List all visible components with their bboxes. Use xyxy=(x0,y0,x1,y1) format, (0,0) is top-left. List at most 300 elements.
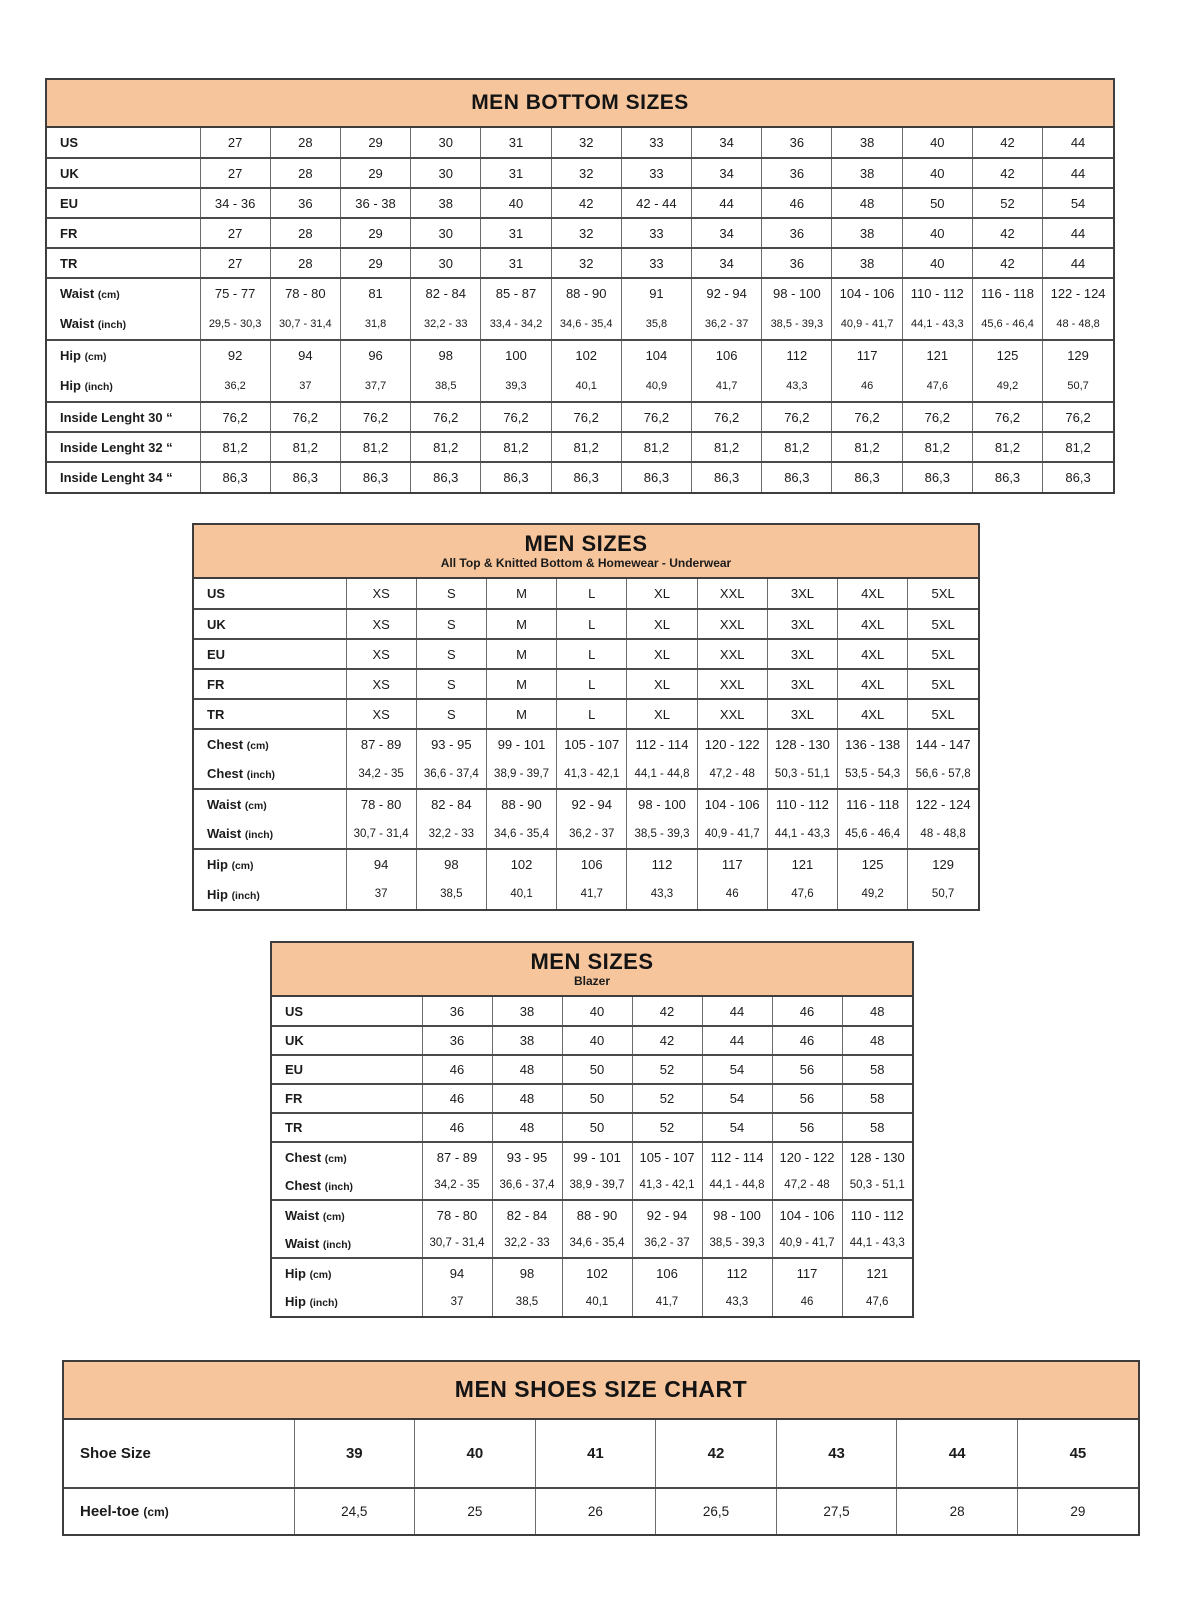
table-cell: 117 xyxy=(832,340,902,370)
table-cell: XL xyxy=(627,609,697,639)
table-title: MEN SHOES SIZE CHART xyxy=(454,1376,748,1403)
table-cell: 32,2 - 33 xyxy=(492,1229,562,1258)
table-cell: 46 xyxy=(772,1287,842,1316)
table-cell: M xyxy=(486,639,556,669)
table-cell: 4XL xyxy=(838,669,908,699)
table-cell: 38 xyxy=(411,188,481,218)
table-cell: 105 - 107 xyxy=(557,729,627,759)
table-cell: 30,7 - 31,4 xyxy=(270,308,340,340)
table-cell: 100 xyxy=(481,340,551,370)
table-row xyxy=(194,879,978,909)
table-row xyxy=(272,997,912,1026)
table-cell: 44 xyxy=(1043,128,1113,158)
table-cell: 86,3 xyxy=(972,462,1042,492)
table-cell: 86,3 xyxy=(411,462,481,492)
table-cell: 48 xyxy=(492,1055,562,1084)
table-cell: 38,5 - 39,3 xyxy=(702,1229,772,1258)
table-cell: 88 - 90 xyxy=(486,789,556,819)
table-cell: 34 xyxy=(692,218,762,248)
table-cell: 24,5 xyxy=(294,1488,415,1534)
table-cell: 45 xyxy=(1017,1420,1138,1488)
table-row xyxy=(272,1171,912,1200)
table-title: MEN SIZES xyxy=(530,948,654,974)
table-cell: 38 xyxy=(492,1026,562,1055)
table-cell: 29 xyxy=(340,158,410,188)
table-cell: 102 xyxy=(562,1258,632,1287)
table-cell: 33 xyxy=(621,218,691,248)
table-cell: 56,6 - 57,8 xyxy=(908,759,978,789)
table-cell: 110 - 112 xyxy=(767,789,837,819)
table-cell: 43,3 xyxy=(762,370,832,402)
table-cell: 4XL xyxy=(838,609,908,639)
row-label: TR xyxy=(60,255,78,271)
table-cell: 98 - 100 xyxy=(702,1200,772,1229)
table-cell: 38,5 xyxy=(416,879,486,909)
table-cell: 92 - 94 xyxy=(557,789,627,819)
table-cell: 34,6 - 35,4 xyxy=(551,308,621,340)
table-cell: 110 - 112 xyxy=(902,278,972,308)
table-cell: 58 xyxy=(842,1055,912,1084)
table-cell: 98 xyxy=(416,849,486,879)
table-cell: 36 xyxy=(762,158,832,188)
table-cell: 32,2 - 33 xyxy=(411,308,481,340)
table-row xyxy=(47,370,1113,402)
table-cell: 94 xyxy=(270,340,340,370)
table-cell: 36,2 - 37 xyxy=(557,819,627,849)
table-cell: 78 - 80 xyxy=(346,789,416,819)
table-cell: 106 xyxy=(692,340,762,370)
table-row xyxy=(64,1420,1138,1488)
table-row xyxy=(47,218,1113,248)
table-cell: 41,7 xyxy=(692,370,762,402)
table-cell: 116 - 118 xyxy=(972,278,1042,308)
table-cell: 120 - 122 xyxy=(697,729,767,759)
table-cell: 44 xyxy=(692,188,762,218)
table-cell: 53,5 - 54,3 xyxy=(838,759,908,789)
table-cell: 42 xyxy=(551,188,621,218)
table-row xyxy=(272,1142,912,1171)
table-cell: 43,3 xyxy=(702,1287,772,1316)
table-cell: 34 - 36 xyxy=(200,188,270,218)
table-cell: 81,2 xyxy=(832,432,902,462)
table-cell: 41,3 - 42,1 xyxy=(632,1171,702,1200)
table-cell: 122 - 124 xyxy=(1043,278,1113,308)
row-label: Inside Lenght 32 “ xyxy=(60,439,173,455)
table-cell: 125 xyxy=(838,849,908,879)
row-label: US xyxy=(207,586,226,601)
table-cell: 49,2 xyxy=(972,370,1042,402)
table-cell: 117 xyxy=(772,1258,842,1287)
table-cell: 36,2 - 37 xyxy=(692,308,762,340)
table-cell: 86,3 xyxy=(762,462,832,492)
table-cell: 44,1 - 43,3 xyxy=(842,1229,912,1258)
table-cell: 86,3 xyxy=(340,462,410,492)
table-cell: XS xyxy=(346,639,416,669)
row-label: Shoe Size xyxy=(80,1445,151,1462)
table-cell: 40,9 xyxy=(621,370,691,402)
table-cell: 76,2 xyxy=(621,402,691,432)
table-cell: 36 xyxy=(422,997,492,1026)
table-cell: 38,9 - 39,7 xyxy=(562,1171,632,1200)
table-cell: 76,2 xyxy=(270,402,340,432)
table-cell: 30 xyxy=(411,248,481,278)
table-cell: 36,6 - 37,4 xyxy=(492,1171,562,1200)
table-cell: S xyxy=(416,699,486,729)
table-row xyxy=(272,1055,912,1084)
table-cell: 40,9 - 41,7 xyxy=(772,1229,842,1258)
table-cell: 76,2 xyxy=(200,402,270,432)
table-row xyxy=(47,462,1113,492)
table-row xyxy=(194,579,978,609)
table-cell: 3XL xyxy=(767,699,837,729)
table-cell: 40 xyxy=(481,188,551,218)
table-cell: 27 xyxy=(200,248,270,278)
table-cell: 44 xyxy=(897,1420,1018,1488)
table-cell: 34,6 - 35,4 xyxy=(562,1229,632,1258)
table-cell: 46 xyxy=(697,879,767,909)
table-cell: 81,2 xyxy=(481,432,551,462)
table-cell: 58 xyxy=(842,1113,912,1142)
table-cell: 81,2 xyxy=(1043,432,1113,462)
row-label: Waist (inch) xyxy=(207,826,274,841)
table-cell: 32 xyxy=(551,128,621,158)
table-cell: 82 - 84 xyxy=(416,789,486,819)
table-cell: 28 xyxy=(270,128,340,158)
table-cell: 54 xyxy=(702,1055,772,1084)
table-cell: 34 xyxy=(692,128,762,158)
table-cell: 78 - 80 xyxy=(270,278,340,308)
table-cell: 28 xyxy=(897,1488,1018,1534)
row-label: EU xyxy=(285,1062,304,1077)
table-cell: 44 xyxy=(702,997,772,1026)
table-cell: 3XL xyxy=(767,609,837,639)
table-cell: 38 xyxy=(832,248,902,278)
table-cell: 31 xyxy=(481,218,551,248)
table-cell: 39,3 xyxy=(481,370,551,402)
men-sizes-tops-table xyxy=(192,523,980,911)
table-cell: 75 - 77 xyxy=(200,278,270,308)
table-cell: 40,1 xyxy=(551,370,621,402)
table-cell: XS xyxy=(346,669,416,699)
table-cell: 82 - 84 xyxy=(492,1200,562,1229)
table-cell: 26 xyxy=(535,1488,656,1534)
table-cell: 33 xyxy=(621,158,691,188)
row-label: Chest (inch) xyxy=(285,1177,354,1193)
table-cell: 121 xyxy=(902,340,972,370)
table-cell: S xyxy=(416,579,486,609)
table-cell: 36 - 38 xyxy=(340,188,410,218)
row-label: UK xyxy=(207,616,226,632)
table-row xyxy=(47,340,1113,370)
row-label: US xyxy=(60,135,79,150)
table-cell: 104 - 106 xyxy=(697,789,767,819)
table-cell: 50 xyxy=(562,1113,632,1142)
table-cell: 43,3 xyxy=(627,879,697,909)
table-cell: 78 - 80 xyxy=(422,1200,492,1229)
table-cell: 76,2 xyxy=(340,402,410,432)
table-cell: M xyxy=(486,669,556,699)
table-cell: 37 xyxy=(422,1287,492,1316)
table-cell: XXL xyxy=(697,669,767,699)
size-grid xyxy=(194,579,978,909)
table-cell: 3XL xyxy=(767,579,837,609)
men-bottom-sizes-table xyxy=(45,78,1115,494)
table-row xyxy=(272,1026,912,1055)
table-cell: 38,5 xyxy=(411,370,481,402)
table-row xyxy=(47,308,1113,340)
table-row xyxy=(272,1258,912,1287)
table-row xyxy=(194,639,978,669)
table-cell: 50 xyxy=(562,1084,632,1113)
table-cell: 129 xyxy=(908,849,978,879)
table-cell: 31 xyxy=(481,158,551,188)
table-cell: 27 xyxy=(200,158,270,188)
table-cell: M xyxy=(486,609,556,639)
row-label: FR xyxy=(285,1091,303,1106)
table-cell: 50,3 - 51,1 xyxy=(842,1171,912,1200)
table-cell: 33 xyxy=(621,248,691,278)
table-row xyxy=(47,432,1113,462)
table-row xyxy=(64,1488,1138,1534)
table-cell: 112 - 114 xyxy=(627,729,697,759)
table-cell: 28 xyxy=(270,158,340,188)
table-cell: 52 xyxy=(632,1113,702,1142)
table-row xyxy=(194,759,978,789)
men-shoes-size-chart-table xyxy=(62,1360,1140,1536)
table-cell: 88 - 90 xyxy=(562,1200,632,1229)
table-row xyxy=(272,1200,912,1229)
table-cell: 40,1 xyxy=(562,1287,632,1316)
table-cell: L xyxy=(557,639,627,669)
table-cell: 76,2 xyxy=(902,402,972,432)
table-cell: 32 xyxy=(551,248,621,278)
table-cell: 94 xyxy=(346,849,416,879)
table-cell: 98 xyxy=(411,340,481,370)
table-cell: 36 xyxy=(422,1026,492,1055)
table-cell: 52 xyxy=(632,1084,702,1113)
table-header xyxy=(194,525,978,579)
table-cell: 44 xyxy=(1043,218,1113,248)
table-cell: 45,6 - 46,4 xyxy=(972,308,1042,340)
table-cell: 50,7 xyxy=(1043,370,1113,402)
table-cell: 112 xyxy=(627,849,697,879)
table-cell: 99 - 101 xyxy=(486,729,556,759)
table-cell: 86,3 xyxy=(551,462,621,492)
table-cell: 82 - 84 xyxy=(411,278,481,308)
table-row xyxy=(272,1287,912,1316)
row-label: Hip (cm) xyxy=(207,857,254,872)
row-label: Hip (inch) xyxy=(60,378,113,393)
size-grid xyxy=(272,997,912,1316)
table-cell: 76,2 xyxy=(972,402,1042,432)
table-cell: 34,2 - 35 xyxy=(422,1171,492,1200)
table-cell: 45,6 - 46,4 xyxy=(838,819,908,849)
table-cell: 81,2 xyxy=(762,432,832,462)
table-cell: 112 xyxy=(762,340,832,370)
table-row xyxy=(47,188,1113,218)
row-label: Waist (inch) xyxy=(285,1235,352,1251)
table-cell: 42 - 44 xyxy=(621,188,691,218)
row-label: Waist (cm) xyxy=(60,286,120,301)
table-cell: 25 xyxy=(415,1488,536,1534)
table-cell: 33 xyxy=(621,128,691,158)
table-row xyxy=(47,128,1113,158)
table-cell: 87 - 89 xyxy=(422,1142,492,1171)
table-cell: 48 xyxy=(842,997,912,1026)
table-cell: 87 - 89 xyxy=(346,729,416,759)
row-label: Hip (cm) xyxy=(285,1265,332,1281)
table-cell: 28 xyxy=(270,248,340,278)
table-cell: 36 xyxy=(270,188,340,218)
table-cell: 128 - 130 xyxy=(767,729,837,759)
table-cell: 91 xyxy=(621,278,691,308)
table-cell: 98 - 100 xyxy=(627,789,697,819)
table-cell: 112 - 114 xyxy=(702,1142,772,1171)
table-cell: 34 xyxy=(692,248,762,278)
table-cell: 58 xyxy=(842,1084,912,1113)
table-cell: 42 xyxy=(972,128,1042,158)
table-cell: 112 xyxy=(702,1258,772,1287)
table-cell: 39 xyxy=(294,1420,415,1488)
table-cell: 42 xyxy=(972,218,1042,248)
table-cell: S xyxy=(416,669,486,699)
table-cell: 144 - 147 xyxy=(908,729,978,759)
table-cell: 37,7 xyxy=(340,370,410,402)
table-cell: XS xyxy=(346,699,416,729)
table-title: MEN BOTTOM SIZES xyxy=(471,91,689,115)
table-cell: 42 xyxy=(972,158,1042,188)
table-cell: 86,3 xyxy=(200,462,270,492)
row-label: US xyxy=(285,1003,304,1019)
table-cell: 5XL xyxy=(908,579,978,609)
table-cell: 129 xyxy=(1043,340,1113,370)
table-title: MEN SIZES xyxy=(524,530,648,556)
table-cell: 86,3 xyxy=(270,462,340,492)
table-cell: 81,2 xyxy=(692,432,762,462)
table-cell: 30,7 - 31,4 xyxy=(346,819,416,849)
table-cell: 31 xyxy=(481,128,551,158)
table-cell: 5XL xyxy=(908,639,978,669)
table-cell: S xyxy=(416,639,486,669)
row-label: FR xyxy=(207,676,225,692)
table-cell: 76,2 xyxy=(411,402,481,432)
table-row xyxy=(272,1113,912,1142)
table-cell: 122 - 124 xyxy=(908,789,978,819)
table-cell: 36,6 - 37,4 xyxy=(416,759,486,789)
table-cell: 38,5 - 39,3 xyxy=(627,819,697,849)
table-cell: 43 xyxy=(776,1420,897,1488)
table-subtitle: All Top & Knitted Bottom & Homewear - Underwear xyxy=(440,555,732,570)
table-cell: 81,2 xyxy=(411,432,481,462)
table-cell: M xyxy=(486,579,556,609)
table-cell: 46 xyxy=(832,370,902,402)
table-cell: 44,1 - 44,8 xyxy=(627,759,697,789)
table-cell: 38,5 - 39,3 xyxy=(762,308,832,340)
table-cell: 121 xyxy=(842,1258,912,1287)
table-cell: 34,2 - 35 xyxy=(346,759,416,789)
table-row xyxy=(194,699,978,729)
table-row xyxy=(47,158,1113,188)
table-cell: 27,5 xyxy=(776,1488,897,1534)
row-label: Inside Lenght 30 “ xyxy=(60,409,173,425)
table-cell: 92 - 94 xyxy=(632,1200,702,1229)
table-cell: 81,2 xyxy=(902,432,972,462)
table-cell: 46 xyxy=(772,997,842,1026)
table-cell: 76,2 xyxy=(762,402,832,432)
table-row xyxy=(47,402,1113,432)
table-cell: 3XL xyxy=(767,669,837,699)
table-cell: 30 xyxy=(411,218,481,248)
table-cell: 33,4 - 34,2 xyxy=(481,308,551,340)
row-label: Hip (inch) xyxy=(207,886,260,902)
table-cell: 32,2 - 33 xyxy=(416,819,486,849)
table-cell: XXL xyxy=(697,609,767,639)
table-cell: 76,2 xyxy=(692,402,762,432)
table-cell: 50,3 - 51,1 xyxy=(767,759,837,789)
table-cell: 40 xyxy=(562,997,632,1026)
table-cell: XXL xyxy=(697,639,767,669)
table-cell: 48 xyxy=(832,188,902,218)
table-cell: 86,3 xyxy=(481,462,551,492)
table-cell: 31 xyxy=(481,248,551,278)
table-cell: 34,6 - 35,4 xyxy=(486,819,556,849)
table-cell: 105 - 107 xyxy=(632,1142,702,1171)
table-cell: 81,2 xyxy=(200,432,270,462)
table-row xyxy=(194,849,978,879)
table-cell: 94 xyxy=(422,1258,492,1287)
table-cell: 125 xyxy=(972,340,1042,370)
table-cell: L xyxy=(557,579,627,609)
table-cell: 48 xyxy=(492,1084,562,1113)
table-cell: 32 xyxy=(551,158,621,188)
table-cell: 46 xyxy=(422,1055,492,1084)
table-cell: 52 xyxy=(972,188,1042,218)
table-cell: 49,2 xyxy=(838,879,908,909)
row-label: UK xyxy=(60,165,79,181)
row-label: TR xyxy=(207,706,225,722)
row-label: Waist (cm) xyxy=(285,1207,345,1223)
table-cell: 98 xyxy=(492,1258,562,1287)
table-cell: 46 xyxy=(422,1084,492,1113)
table-cell: 44 xyxy=(1043,158,1113,188)
table-cell: L xyxy=(557,669,627,699)
row-label: EU xyxy=(60,195,79,211)
table-cell: 30 xyxy=(411,158,481,188)
table-cell: 4XL xyxy=(838,639,908,669)
table-cell: 5XL xyxy=(908,669,978,699)
table-cell: 96 xyxy=(340,340,410,370)
table-cell: 32 xyxy=(551,218,621,248)
table-cell: 98 - 100 xyxy=(762,278,832,308)
table-cell: 30 xyxy=(411,128,481,158)
table-cell: 76,2 xyxy=(551,402,621,432)
table-cell: 47,6 xyxy=(902,370,972,402)
table-cell: 56 xyxy=(772,1084,842,1113)
table-cell: 38 xyxy=(832,128,902,158)
table-cell: 40,1 xyxy=(486,879,556,909)
table-subtitle: Blazer xyxy=(573,973,611,988)
table-cell: 5XL xyxy=(908,699,978,729)
table-header xyxy=(272,943,912,997)
table-cell: 86,3 xyxy=(621,462,691,492)
table-cell: 136 - 138 xyxy=(838,729,908,759)
table-cell: 85 - 87 xyxy=(481,278,551,308)
table-cell: 4XL xyxy=(838,699,908,729)
table-row xyxy=(194,729,978,759)
table-cell: 44,1 - 44,8 xyxy=(702,1171,772,1200)
size-grid xyxy=(47,128,1113,492)
table-cell: 42 xyxy=(656,1420,777,1488)
